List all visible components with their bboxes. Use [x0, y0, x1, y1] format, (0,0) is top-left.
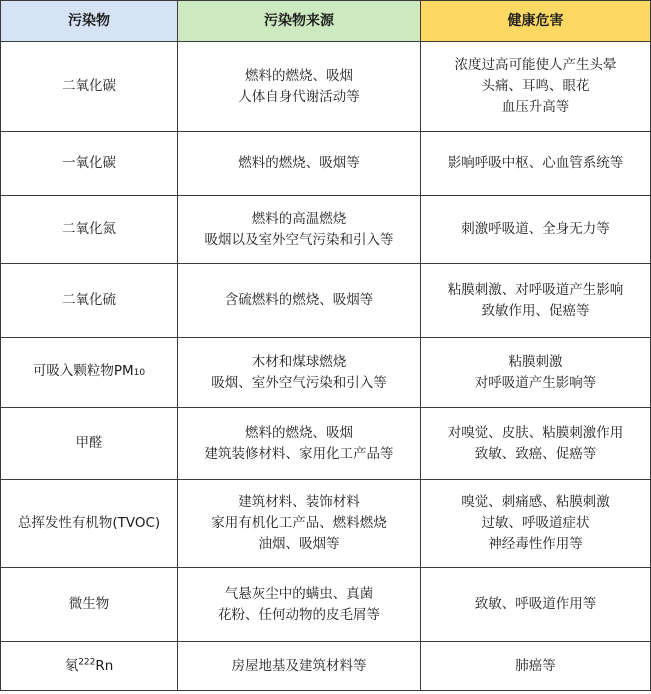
source-line: 吸烟、室外空气污染和引入等: [211, 374, 387, 391]
harm-line: 影响呼吸中枢、心血管系统等: [447, 155, 624, 171]
header-health-harm: 健康危害: [421, 1, 651, 42]
harm-line: 致敏作用、促癌等: [481, 302, 590, 319]
harm-cell: [421, 480, 651, 568]
source-line: 家用有机化工产品、燃料燃烧: [211, 515, 387, 531]
table-row: [1, 338, 651, 408]
pollutant-cell: [1, 642, 178, 691]
source-line: 花粉、任何动物的皮毛屑等: [218, 606, 380, 623]
pollutant-cell: 微生物: [1, 568, 178, 642]
header-source: 污染物来源: [178, 1, 421, 42]
harm-line: 刺激呼吸道、全身无力等: [461, 221, 610, 237]
table-row: [1, 480, 651, 568]
harm-cell: [421, 264, 651, 338]
pollutant-name: 可吸入颗粒物PM: [32, 363, 134, 379]
harm-line: 对嗅觉、皮肤、粘膜刺激作用: [447, 424, 624, 441]
pollutant-symbol: Rn: [95, 657, 114, 674]
harm-line: 粘膜刺激: [508, 353, 563, 370]
harm-cell: [421, 338, 651, 408]
harm-cell: [421, 196, 651, 264]
source-cell: [178, 338, 421, 408]
harm-cell: [421, 642, 651, 691]
source-line: 吸烟以及室外空气污染和引入等: [204, 231, 394, 248]
source-line: 建筑材料、装饰材料: [238, 494, 360, 510]
harm-line: 血压升高等: [501, 99, 570, 115]
pollutant-cell: 一氧化碳: [1, 132, 178, 196]
source-cell: [178, 642, 421, 691]
harm-line: 粘膜刺激、对呼吸道产生影响: [447, 281, 624, 298]
harm-cell: [421, 568, 651, 642]
source-line: 人体自身代谢活动等: [238, 88, 360, 105]
harm-line: 致敏、致癌、促癌等: [474, 445, 597, 462]
source-line: 燃料的燃烧、吸烟: [245, 67, 353, 84]
source-line: 油烟、吸烟等: [258, 536, 340, 552]
harm-cell: [421, 42, 651, 132]
pollutant-cell: 总挥发性有机物(TVOC): [1, 480, 178, 568]
table-row: [1, 42, 651, 132]
table-row: [1, 196, 651, 264]
source-line: 燃料的燃烧、吸烟: [245, 424, 353, 441]
source-line: 木材和煤球燃烧: [251, 353, 347, 370]
harm-line: 神经毒性作用等: [488, 536, 583, 552]
table-row: [1, 642, 651, 691]
harm-line: 对呼吸道产生影响等: [474, 374, 597, 391]
source-line: 燃料的燃烧、吸烟等: [238, 155, 360, 171]
pollutant-cell: [1, 338, 178, 408]
source-line: 燃料的高温燃烧: [251, 210, 347, 227]
source-line: 气悬灰尘中的螨虫、真菌: [224, 585, 374, 602]
harm-line: 肺癌等: [515, 657, 556, 674]
pollutant-subscript: 10: [133, 368, 146, 378]
table-row: [1, 132, 651, 196]
pollutant-cell: 二氧化硫: [1, 264, 178, 338]
source-cell: [178, 264, 421, 338]
source-cell: [178, 196, 421, 264]
harm-cell: [421, 132, 651, 196]
harm-line: 致敏、呼吸道作用等: [474, 596, 597, 612]
source-cell: [178, 408, 421, 480]
pollutant-cell: 二氧化碳: [1, 42, 178, 132]
harm-line: 浓度过高可能使人产生头晕: [454, 57, 617, 73]
table-row: [1, 264, 651, 338]
source-cell: [178, 42, 421, 132]
pollutant-cell: 二氧化氮: [1, 196, 178, 264]
source-cell: [178, 568, 421, 642]
pollutant-name: 氡: [64, 657, 79, 674]
source-line: 含硫燃料的燃烧、吸烟等: [224, 292, 374, 308]
pollutant-cell: 甲醛: [1, 408, 178, 480]
pollutant-superscript: 222: [78, 657, 96, 667]
harm-line: 头痛、耳鸣、眼花: [481, 78, 590, 94]
table-row: [1, 408, 651, 480]
header-row: [1, 1, 651, 42]
header-pollutant: 污染物: [1, 1, 178, 42]
source-line: 房屋地基及建筑材料等: [231, 657, 367, 674]
harm-line: 嗅觉、刺痛感、粘膜刺激: [461, 494, 610, 510]
source-line: 建筑装修材料、家用化工产品等: [204, 445, 394, 462]
source-cell: [178, 480, 421, 568]
table-row: [1, 568, 651, 642]
source-cell: [178, 132, 421, 196]
harm-cell: [421, 408, 651, 480]
harm-line: 过敏、呼吸道症状: [481, 515, 590, 531]
